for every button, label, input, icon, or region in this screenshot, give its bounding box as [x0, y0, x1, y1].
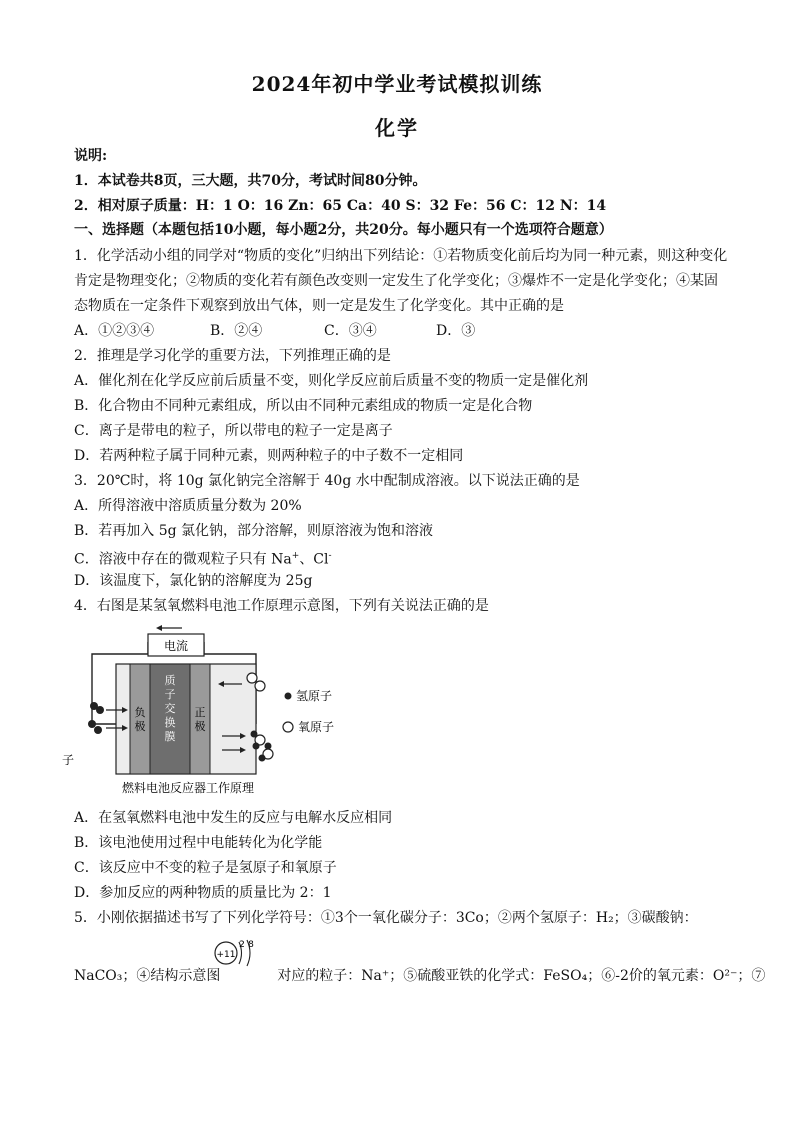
- q2-option-b: B．化合物由不同种元素组成，所以由不同种元素组成的物质一定是化合物: [74, 398, 533, 414]
- membrane-label-char-3: 交: [164, 702, 176, 715]
- q3-option-c: [74, 546, 734, 570]
- atom-structure-diagram: [212, 934, 262, 972]
- q4-stem: 4．右图是某氢氧燃料电池工作原理示意图，下列有关说法正确的是: [74, 598, 489, 614]
- positive-label-char-1: 正: [194, 706, 206, 719]
- current-arrow-head: [156, 625, 162, 631]
- q1-stem-line-2: 肯定是物理变化；②物质的变化若有颜色改变则一定发生了化学变化；③爆炸不一定是化学变化；④某固: [74, 273, 718, 289]
- q1-stem-line-3: 态物质在一定条件下观察到放出气体，则一定是发生了化学变化。其中正确的是: [74, 298, 564, 314]
- q3-option-c-text: C．溶液中存在的微观粒子只有 Na: [74, 551, 292, 568]
- q1-option-b: B．②④: [210, 323, 263, 339]
- q4-option-b: B．该电池使用过程中电能转化为化学能: [74, 835, 323, 851]
- chloride-ion-charge: -: [328, 551, 332, 561]
- q2-option-a: A．催化剂在化学反应前后质量不变，则化学反应前后质量不变的物质一定是催化剂: [74, 373, 589, 389]
- h-atom: [259, 755, 266, 762]
- o-atom: [247, 673, 257, 683]
- q5-stem-line-2: [74, 966, 766, 986]
- instructions-label: 说明:: [74, 148, 108, 164]
- positive-label-char-2: 极: [194, 720, 206, 733]
- q3-option-c-text-2: 、Cl: [299, 551, 329, 568]
- negative-label-char-2: 极: [134, 720, 146, 733]
- legend-h-label: 氢原子: [296, 689, 333, 703]
- sodium-ion-charge: +: [291, 551, 300, 561]
- membrane-label: [165, 673, 176, 743]
- fuel-cell-diagram: [56, 624, 366, 800]
- h-atom: [265, 743, 272, 750]
- subject-title: 化学: [375, 116, 419, 140]
- q3-stem: 3．20℃时，将 10g 氯化钠完全溶解于 40g 水中配制成溶液。以下说法正确的是: [74, 473, 580, 489]
- membrane-label-char-4: 换: [164, 716, 176, 729]
- legend-h-icon: [285, 693, 292, 700]
- positive-electrode: [190, 664, 210, 774]
- membrane-label-char-5: 膜: [164, 730, 176, 743]
- q2-option-d: D．若两种粒子属于同种元素，则两种粒子的中子数不一定相同: [74, 448, 464, 464]
- q1-stem-line-1: 1．化学活动小组的同学对“物质的变化”归纳出下列结论：①若物质变化前后均为同一种元素，则这种变化: [74, 248, 728, 264]
- membrane-label-char-1: 质: [164, 674, 176, 687]
- h-atom: [94, 726, 102, 734]
- membrane-label-char-2: 子: [164, 688, 176, 701]
- h-atom: [96, 706, 104, 714]
- q4-option-a: A．在氢氧燃料电池中发生的反应与电解水反应相同: [74, 810, 393, 826]
- instruction-line-2: 2．相对原子质量：H：1 O：16 Zn：65 Ca：40 S：32 Fe：56 C：12 N：14: [74, 198, 607, 214]
- nucleus-charge: +11: [216, 950, 236, 960]
- q4-option-c: C．该反应中不变的粒子是氢原子和氧原子: [74, 860, 337, 876]
- shell-1-electrons: 2: [239, 940, 245, 950]
- q2-stem: 2．推理是学习化学的重要方法，下列推理正确的是: [74, 348, 391, 364]
- current-label: 电流: [163, 639, 189, 653]
- h-atom: [88, 720, 96, 728]
- figure-edge-char: 子: [62, 753, 75, 767]
- o-atom: [255, 681, 265, 691]
- q5-stem-line-1: 5．小刚依据描述书写了下列化学符号：①3个一氧化碳分子：3Co；②两个氢原子：H₂；③碳酸钠：: [74, 910, 698, 926]
- h-atom: [251, 731, 258, 738]
- q1-option-d: D．③: [436, 323, 476, 339]
- shell-2-electrons: 8: [248, 940, 254, 950]
- q3-option-b: B．若再加入 5g 氯化钠，部分溶解，则原溶液为饱和溶液: [74, 523, 434, 539]
- positive-label: [195, 706, 206, 733]
- q5-line-2-pre: NaCO₃；④结构示意图: [74, 968, 221, 984]
- legend-o-label: 氧原子: [298, 720, 335, 734]
- q1-option-a: A．①②③④: [74, 323, 155, 339]
- q4-option-d: D．参加反应的两种物质的质量比为 2：1: [74, 885, 332, 901]
- q1-option-c: C．③④: [324, 323, 377, 339]
- exam-title: 2024年初中学业考试模拟训练: [251, 72, 543, 96]
- h-atom: [253, 743, 260, 750]
- q3-option-a: A．所得溶液中溶质质量分数为 20%: [74, 498, 302, 514]
- q2-option-c: C．离子是带电的粒子，所以带电的粒子一定是离子: [74, 423, 393, 439]
- instruction-line-1: 1．本试卷共8页，三大题，共70分，考试时间80分钟。: [74, 173, 427, 189]
- q3-option-d: D．该温度下，氯化钠的溶解度为 25g: [74, 573, 313, 589]
- negative-electrode: [130, 664, 150, 774]
- q5-line-2-post: 对应的粒子：Na⁺；⑤硫酸亚铁的化学式：FeSO₄；⑥-2价的氧元素：O²⁻；⑦: [277, 968, 766, 984]
- section-1-heading: 一、选择题（本题包括10小题，每小题2分，共20分。每小题只有一个选项符合题意）: [74, 222, 613, 238]
- figure-caption: 燃料电池反应器工作原理: [121, 781, 255, 795]
- negative-label-char-1: 负: [134, 706, 146, 719]
- legend-o-icon: [283, 722, 293, 732]
